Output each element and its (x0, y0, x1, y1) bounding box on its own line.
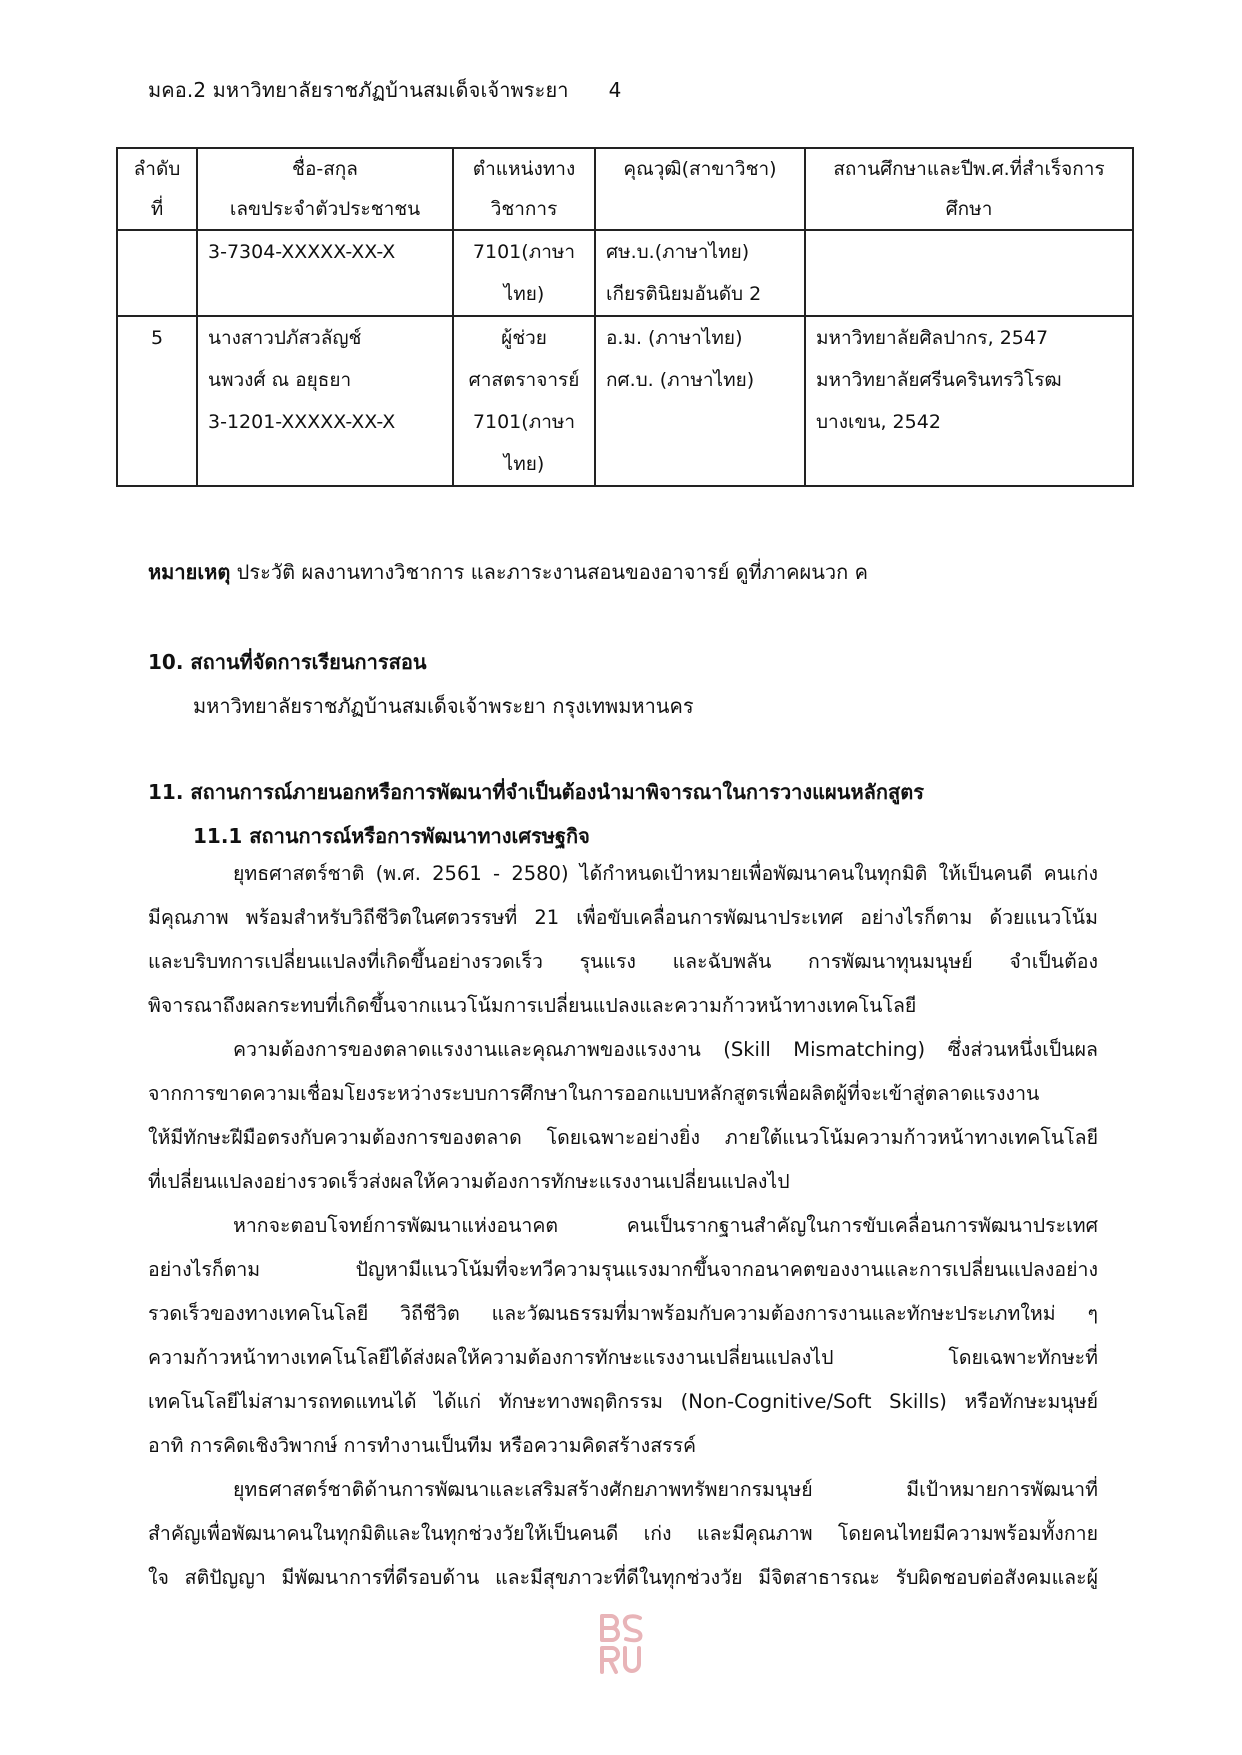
cell-text: 5 (150, 327, 164, 349)
header-text: เลขประจำตัวประชาชน (229, 198, 421, 220)
header-text: ตำแหน่งทาง (472, 158, 576, 180)
cell-text: ศาสตราจารย์ (468, 369, 580, 391)
cell-no (117, 316, 197, 486)
header-text: คุณวุฒิ(สาขาวิชา) (623, 158, 777, 180)
paragraph-line: เทคโนโลยีไม่สามารถทดแทนได้ ได้แก่ ทักษะทางพฤติกรรม (Non-Cognitive/Soft Skills) หรือทักษะมนุษย์ (148, 1390, 1098, 1413)
section-10-text: มหาวิทยาลัยราชภัฏบ้านสมเด็จเจ้าพระยา กรุงเทพมหานคร (193, 694, 694, 718)
cell-text: ไทย) (503, 283, 545, 305)
paragraph-line: ความก้าวหน้าทางเทคโนโลยีได้ส่งผลให้ความต้องการทักษะแรงงานเปลี่ยนแปลงไป โดยเฉพาะทักษะที่ (148, 1346, 1098, 1369)
cell-text: กศ.บ. (ภาษาไทย) (606, 369, 755, 391)
header-text: ที่ (150, 198, 164, 220)
paragraph-line: สำคัญเพื่อพัฒนาคนในทุกมิติและในทุกช่วงวัยให้เป็นคนดี เก่ง และมีคุณภาพ โดยคนไทยมีความพร้อมทั้งกาย (148, 1522, 1098, 1545)
table-header-row (117, 148, 1133, 230)
paragraph-line: ให้มีทักษะฝีมือตรงกับความต้องการของตลาด โดยเฉพาะอย่างยิ่ง ภายใต้แนวโน้มความก้าวหน้าทางเทคโนโลยี (148, 1126, 1098, 1149)
page-header (148, 74, 621, 106)
paragraph-4 (148, 1468, 1098, 1600)
paragraph-1 (148, 852, 1098, 1028)
table-row (117, 230, 1133, 316)
cell-text: บางเขน, 2542 (816, 411, 941, 433)
header-cell-no (117, 148, 197, 230)
cell-text: มหาวิทยาลัยศรีนครินทรวิโรฒ (816, 369, 1062, 391)
section-11-heading: 11. สถานการณ์ภายนอกหรือการพัฒนาที่จำเป็นต้องนำมาพิจารณาในการวางแผนหลักสูตร (148, 780, 924, 804)
paragraph-line: พิจารณาถึงผลกระทบที่เกิดขึ้นจากแนวโน้มการเปลี่ยนแปลงและความก้าวหน้าทางเทคโนโลยี (148, 994, 917, 1017)
table-row (117, 316, 1133, 486)
staff-table (116, 147, 1134, 487)
cell-institution (805, 316, 1133, 486)
header-text: สถานศึกษาและปีพ.ศ.ที่สำเร็จการ (833, 158, 1105, 180)
cell-name (197, 230, 453, 316)
paragraph-line: อย่างไรก็ตาม ปัญหามีแนวโน้มที่จะทวีความรุนแรงมากขึ้นจากอนาคตของงานและการเปลี่ยนแปลงอย่าง (148, 1258, 1098, 1281)
cell-text: ไทย) (503, 453, 545, 475)
paragraph-line: หากจะตอบโจทย์การพัฒนาแห่งอนาคต คนเป็นรากฐานสำคัญในการขับเคลื่อนการพัฒนาประเทศ (233, 1214, 1098, 1237)
paragraph-line: จากการขาดความเชื่อมโยงระหว่างระบบการศึกษาในการออกแบบหลักสูตรเพื่อผลิตผู้ที่จะเข้าสู่ตลาดแรงงาน (148, 1082, 1040, 1105)
cell-text: 7101(ภาษา (472, 241, 576, 263)
cell-text: มหาวิทยาลัยศิลปากร, 2547 (816, 327, 1049, 349)
cell-text: นพวงศ์ ณ อยุธยา (208, 369, 352, 391)
header-cell-name (197, 148, 453, 230)
cell-text: 3-7304-XXXXX-XX-X (208, 241, 396, 263)
header-cell-degree (595, 148, 805, 230)
paragraph-line: ยุทธศาสตร์ชาติ (พ.ศ. 2561 - 2580) ได้กำหนดเป้าหมายเพื่อพัฒนาคนในทุกมิติ ให้เป็นคนดี คนเก่ง (233, 862, 1098, 885)
cell-text (118, 231, 196, 273)
header-text: ศึกษา (945, 198, 993, 220)
note-text: ประวัติ ผลงานทางวิชาการ และภาระงานสอนของอาจารย์ ดูที่ภาคผนวก ค (230, 560, 868, 584)
note-paragraph (148, 556, 868, 588)
cell-text: ผู้ช่วย (501, 327, 547, 349)
paragraph-line: รวดเร็วของทางเทคโนโลยี วิถีชีวิต และวัฒนธรรมที่มาพร้อมกับความต้องการงานและทักษะประเภทใหม่ ๆ (148, 1302, 1098, 1325)
header-text: ลำดับ (133, 158, 181, 180)
paragraph-line: ที่เปลี่ยนแปลงอย่างรวดเร็วส่งผลให้ความต้องการทักษะแรงงานเปลี่ยนแปลงไป (148, 1170, 790, 1193)
cell-text: นางสาวปภัสวลัญช์ (208, 327, 362, 349)
cell-text: อ.ม. (ภาษาไทย) (606, 327, 743, 349)
paragraph-2 (148, 1028, 1098, 1204)
cell-position (453, 230, 595, 316)
cell-position (453, 316, 595, 486)
bsru-watermark-logo (598, 1612, 646, 1676)
paragraph-line: อาทิ การคิดเชิงวิพากษ์ การทำงานเป็นทีม หรือความคิดสร้างสรรค์ (148, 1434, 697, 1457)
cell-text (816, 231, 1132, 273)
header-cell-institution (805, 148, 1133, 230)
cell-name (197, 316, 453, 486)
header-title: มคอ.2 มหาวิทยาลัยราชภัฏบ้านสมเด็จเจ้าพระยา (148, 78, 569, 102)
header-text: ชื่อ-สกุล (292, 158, 358, 180)
cell-text: 3-1201-XXXXX-XX-X (208, 411, 396, 433)
paragraph-3 (148, 1204, 1098, 1468)
cell-no (117, 230, 197, 316)
paragraph-line: ความต้องการของตลาดแรงงานและคุณภาพของแรงงาน (Skill Mismatching) ซึ่งส่วนหนึ่งเป็นผล (233, 1038, 1098, 1061)
cell-text: 7101(ภาษา (472, 411, 576, 433)
header-cell-position (453, 148, 595, 230)
cell-text: เกียรตินิยมอันดับ 2 (606, 283, 762, 305)
paragraph-line: และบริบทการเปลี่ยนแปลงที่เกิดขึ้นอย่างรวดเร็ว รุนแรง และฉับพลัน การพัฒนาทุนมนุษย์ จำเป็นต้อง (148, 950, 1098, 973)
paragraph-line: ใจ สติปัญญา มีพัฒนาการที่ดีรอบด้าน และมีสุขภาวะที่ดีในทุกช่วงวัย มีจิตสาธารณะ รับผิดชอบต่อสังคมและผู้ (148, 1566, 1098, 1589)
header-text: วิชาการ (490, 198, 558, 220)
cell-degree (595, 316, 805, 486)
page-number: 4 (608, 78, 622, 102)
paragraph-line: ยุทธศาสตร์ชาติด้านการพัฒนาและเสริมสร้างศักยภาพทรัพยากรมนุษย์ มีเป้าหมายการพัฒนาที่ (233, 1478, 1098, 1501)
paragraph-line: มีคุณภาพ พร้อมสำหรับวิถีชีวิตในศตวรรษที่ 21 เพื่อขับเคลื่อนการพัฒนาประเทศ อย่างไรก็ตาม ด้วยแนวโน้ม (148, 906, 1098, 929)
note-label: หมายเหตุ (148, 560, 231, 584)
cell-institution (805, 230, 1133, 316)
section-10-heading: 10. สถานที่จัดการเรียนการสอน (148, 650, 427, 674)
section-11-1-heading: 11.1 สถานการณ์หรือการพัฒนาทางเศรษฐกิจ (193, 824, 590, 848)
cell-degree (595, 230, 805, 316)
cell-text: ศษ.บ.(ภาษาไทย) (606, 241, 750, 263)
